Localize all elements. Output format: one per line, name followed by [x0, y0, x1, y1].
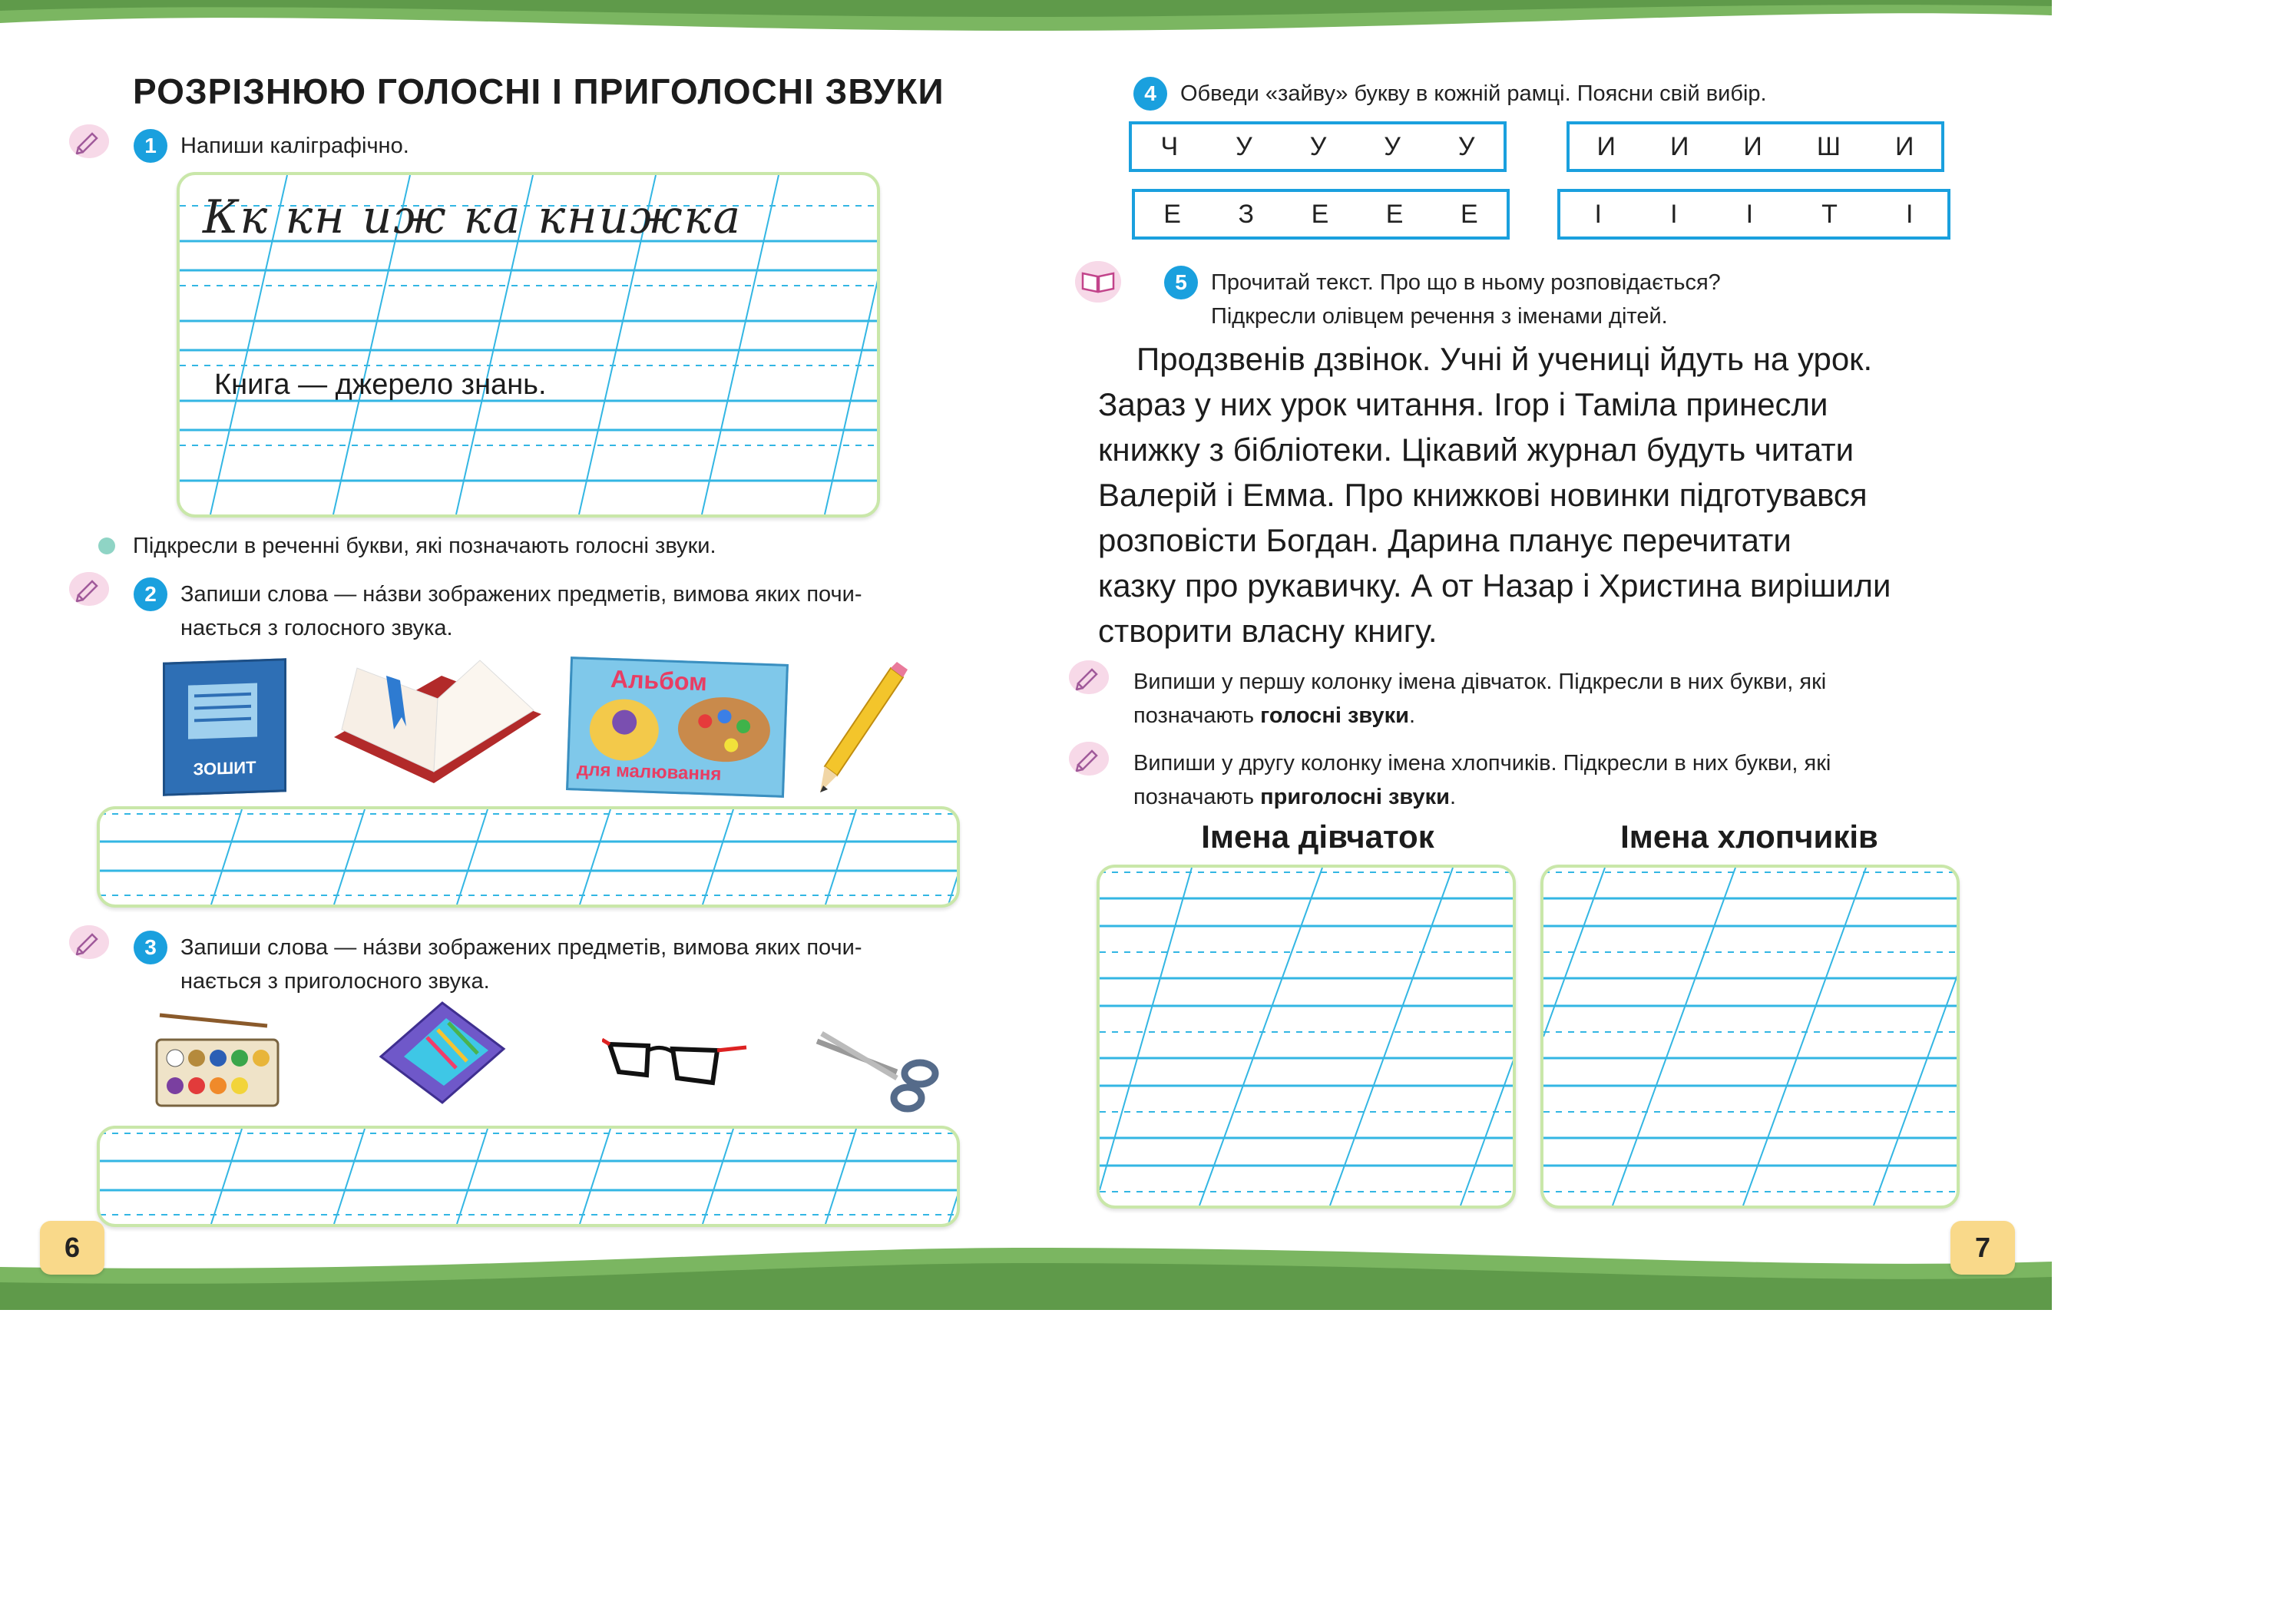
notebook-label: ЗОШИТ [193, 757, 256, 779]
task5-instruction-line2: Підкресли олівцем речення з іменами дітей. [1211, 304, 1668, 329]
pencil-case-picture [373, 995, 511, 1110]
girls-instruction-line1: Випиши у першу колонку імена дівчаток. Підкресли в них букви, які [1133, 670, 1827, 694]
glasses-picture [602, 1029, 748, 1098]
task-number-4: 4 [1133, 77, 1167, 111]
top-wave-band [0, 0, 2052, 46]
story-line: створити власну книгу. [1098, 613, 1437, 649]
letter[interactable]: І [1745, 199, 1754, 229]
task3-answer-box[interactable] [97, 1126, 960, 1227]
story-line: книжку з бібліотеки. Цікавий журнал будуть читати [1098, 432, 1854, 468]
task1-instruction: Напиши каліграфічно. [180, 134, 409, 158]
girls-rules [1100, 868, 1513, 1206]
letter[interactable]: Ш [1816, 131, 1841, 161]
girls-names-answer-box[interactable] [1097, 865, 1516, 1209]
letter[interactable]: Ч [1160, 131, 1179, 161]
task-number-3: 3 [134, 931, 167, 964]
page-number-right: 7 [1950, 1221, 2015, 1275]
page-number-left: 6 [40, 1221, 104, 1275]
letter[interactable]: З [1238, 199, 1255, 229]
calligraphy-sample: Кк кн иж ка книжка [203, 190, 743, 244]
calligraphy-sentence: Книга — джерело знань. [214, 369, 547, 401]
task2-rules [100, 809, 957, 905]
boys-rules [1543, 868, 1957, 1206]
task2-answer-box[interactable] [97, 806, 960, 908]
boys-instruction-line1: Випиши у другу колонку імена хлопчиків. Підкресли в них букви, які [1133, 751, 1831, 776]
task3-instruction-line1: Запиши слова — на́зви зображених предметів, вимова яких почи- [180, 935, 862, 960]
story-line: Продзвенів дзвінок. Учні й учениці йдуть на урок. [1136, 341, 1873, 377]
letter[interactable]: И [1895, 131, 1914, 161]
scissors-picture [812, 1018, 951, 1118]
boys-names-answer-box[interactable] [1540, 865, 1960, 1209]
letter[interactable]: І [1594, 199, 1602, 229]
task5-instruction-line1: Прочитай текст. Про що в ньому розповідається? [1211, 270, 1721, 295]
story-line: розповісти Богдан. Дарина планує перечитати [1098, 522, 1791, 558]
pencil-picture [806, 660, 914, 799]
boys-instruction [1133, 746, 1958, 814]
bullet-dot [98, 537, 115, 554]
pencil-hand-icon [69, 124, 109, 158]
paintbox-picture [152, 1010, 283, 1110]
open-book-picture [326, 653, 549, 791]
task2-instruction-line1: Запиши слова — на́зви зображених предметів, вимова яких почи- [180, 582, 862, 607]
letter[interactable]: Т [1821, 199, 1838, 229]
pencil-hand-icon [1069, 742, 1109, 776]
letter-box-3[interactable] [1132, 189, 1510, 240]
underline-instruction: Підкресли в реченні букви, які позначають голосні звуки. [133, 534, 716, 558]
letter[interactable]: Е [1311, 199, 1329, 229]
page-title: РОЗРІЗНЮЮ ГОЛОСНІ І ПРИГОЛОСНІ ЗВУКИ [133, 71, 945, 111]
letter[interactable]: У [1309, 131, 1327, 161]
reading-text [1098, 336, 1957, 653]
letter[interactable]: И [1596, 131, 1616, 161]
letter[interactable]: І [1905, 199, 1914, 229]
letter[interactable]: Е [1163, 199, 1181, 229]
album-label-bottom: для малювання [576, 759, 722, 786]
task-number-5: 5 [1164, 266, 1198, 299]
bottom-wave-band [0, 1240, 2052, 1310]
letter[interactable]: У [1384, 131, 1401, 161]
story-line: Зараз у них урок читання. Ігор і Таміла принесли [1098, 386, 1828, 422]
album-picture [566, 657, 789, 798]
pencil-hand-icon [69, 925, 109, 959]
girls-column-header: Імена дівчаток [1201, 819, 1434, 855]
open-book-icon [1075, 261, 1121, 303]
letter[interactable]: У [1236, 131, 1252, 161]
notebook-picture [163, 658, 286, 796]
boys-column-header: Імена хлопчиків [1620, 819, 1878, 855]
letter[interactable]: Е [1385, 199, 1404, 229]
letter[interactable]: И [1743, 131, 1762, 161]
task-number-2: 2 [134, 577, 167, 611]
letter-box-4[interactable] [1557, 189, 1950, 240]
letter-box-2[interactable] [1567, 121, 1944, 172]
pencil-hand-icon [1069, 660, 1109, 694]
task3-rules [100, 1129, 957, 1224]
pencil-hand-icon [69, 572, 109, 606]
letter[interactable]: І [1670, 199, 1678, 229]
letter[interactable]: У [1457, 131, 1475, 161]
story-line: казку про рукавичку. А от Назар і Христина вирішили [1098, 567, 1891, 604]
task-number-1: 1 [134, 129, 167, 163]
calligraphy-ruled-box[interactable] [177, 172, 880, 518]
girls-instruction-line2: позначають голосні звуки. [1133, 703, 1415, 728]
task2-instruction-line2: нається з голосного звука. [180, 616, 453, 640]
letter-box-1[interactable] [1129, 121, 1507, 172]
letter[interactable]: И [1669, 131, 1689, 161]
task3-instruction-line2: нається з приголосного звука. [180, 969, 490, 994]
boys-instruction-line2: позначають приголосні звуки. [1133, 785, 1457, 809]
task4-instruction: Обведи «зайву» букву в кожній рамці. Поясни свій вибір. [1180, 81, 1767, 106]
album-label-top: Альбом [610, 664, 708, 696]
story-line: Валерій і Емма. Про книжкові новинки підготувався [1098, 477, 1868, 513]
girls-instruction [1133, 665, 1958, 733]
letter[interactable]: Е [1461, 199, 1478, 229]
